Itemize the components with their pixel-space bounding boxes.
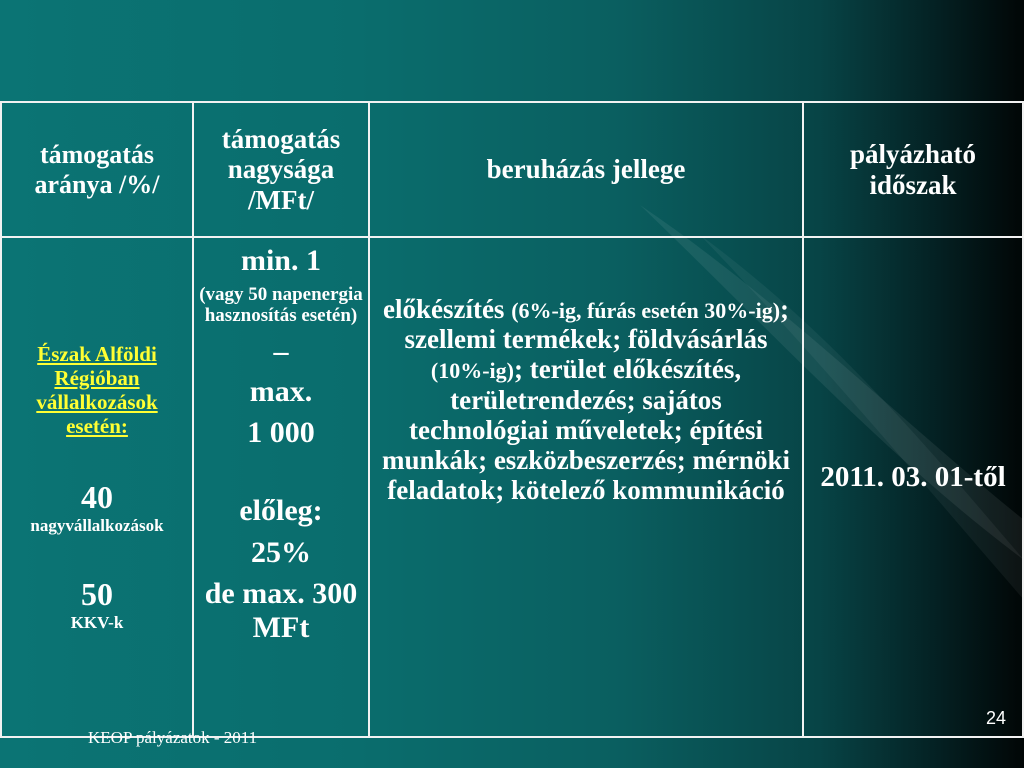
investment-text-3: ; szellemi termékek; földvásárlás: [404, 294, 790, 355]
amount-max-label: max.: [249, 374, 313, 408]
advance-label: előleg:: [239, 494, 323, 528]
amount-max-value: 1 000: [247, 416, 315, 450]
label-large-enterprises: nagyvállalkozások: [30, 516, 164, 536]
region-note: Észak Alföldi Régióban vállalkozások esetén:: [36, 341, 158, 439]
advance-rate: 25%: [251, 535, 311, 569]
application-period-cell: 2011. 03. 01-től: [803, 237, 1023, 737]
investment-text-4: (10%-ig): [430, 358, 514, 384]
amount-min-note: (vagy 50 napenergia hasznosítás esetén): [199, 283, 363, 327]
subsidy-table: [0, 101, 1024, 738]
investment-text-2: (6%-ig, fúrás esetén 30%-ig): [511, 298, 781, 323]
amount-dash: –: [273, 335, 289, 369]
investment-text-1: előkészítés: [382, 294, 505, 324]
support-amount-cell: [193, 237, 369, 737]
support-rate-cell: [1, 237, 193, 737]
table-header-row: [1, 102, 1023, 237]
amount-min: min. 1: [240, 244, 321, 277]
footer-text: KEOP pályázatok - 2011: [88, 728, 258, 747]
advance-max: de max. 300 MFt: [204, 577, 358, 644]
investment-type-cell: [369, 237, 803, 737]
rate-large-enterprises: 40: [81, 479, 113, 516]
header-cell: támogatás nagysága /MFt/: [193, 102, 369, 237]
header-cell: támogatás aránya /%/: [1, 102, 193, 237]
page-number: 24: [986, 708, 1007, 728]
label-sme: KKV-k: [70, 613, 124, 633]
header-cell: beruházás jellege: [369, 102, 803, 237]
investment-text-5: ; terület előkészítés, területrendezés; sajátos technológiai műveletek; építési munkák; eszközbeszerzés; mérnöki feladatok; kötelező kommunikáció: [382, 354, 790, 506]
table-row: [1, 237, 1023, 737]
rate-sme: 50: [81, 576, 113, 613]
header-cell: pályázható időszak: [803, 102, 1023, 237]
